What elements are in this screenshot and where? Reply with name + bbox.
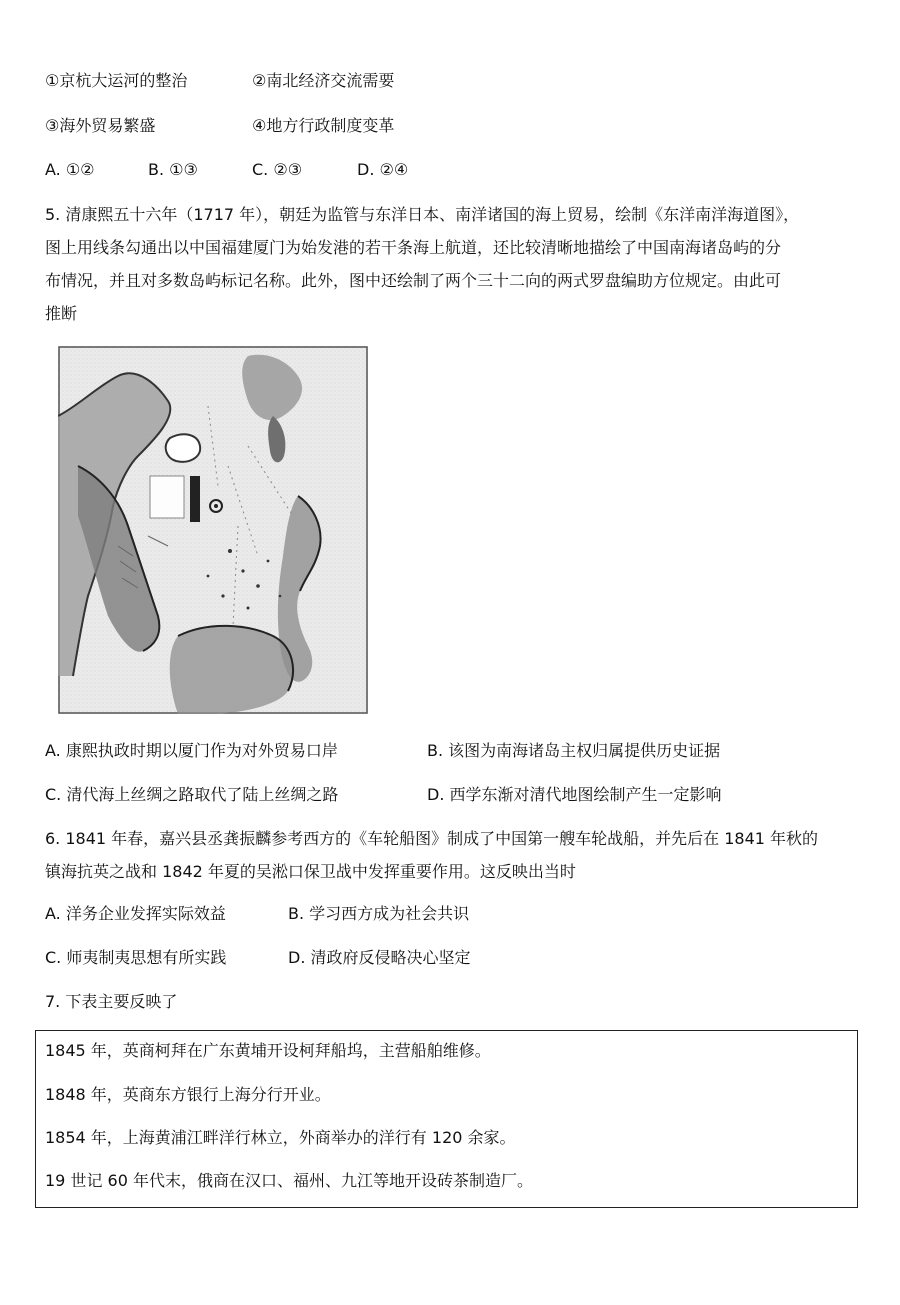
table-row: 1854 年，上海黄浦江畔洋行林立，外商举办的洋行有 120 余家。 [45, 1128, 516, 1147]
map-drawing [58, 346, 368, 714]
statement-4: ④地方行政制度变革 [252, 116, 395, 135]
q5-stem-line: 5. 清康熙五十六年（1717 年），朝廷为监管与东洋日本、南洋诸国的海上贸易，绘制《东洋南洋海道图》， [45, 205, 800, 224]
q5-stem [45, 198, 860, 330]
q5-stem-line: 推断 [45, 304, 78, 323]
q6-choice-c: C. 师夷制夷思想有所实践 [45, 948, 227, 967]
statement-1: ①京杭大运河的整治 [45, 71, 188, 90]
q4-choice-d: D. ②④ [357, 160, 409, 179]
q5-choice-b: B. 该图为南海诸岛主权归属提供历史证据 [427, 741, 721, 760]
q7-table [35, 1030, 858, 1208]
historical-sea-route-map [58, 346, 368, 714]
q5-choice-a: A. 康熙执政时期以厦门作为对外贸易口岸 [45, 741, 338, 760]
q5-stem-line: 图上用线条勾通出以中国福建厦门为始发港的若干条海上航道，还比较清晰地描绘了中国南海诸岛屿的分 [45, 238, 782, 257]
q4-choice-c: C. ②③ [252, 160, 303, 179]
q4-choice-b: B. ①③ [148, 160, 198, 179]
q5-choice-d: D. 西学东渐对清代地图绘制产生一定影响 [427, 785, 722, 804]
q6-choice-d: D. 清政府反侵略决心坚定 [288, 948, 471, 967]
q7-stem: 7. 下表主要反映了 [45, 992, 178, 1011]
q6-choice-b: B. 学习西方成为社会共识 [288, 904, 470, 923]
table-row: 19 世记 60 年代末，俄商在汉口、福州、九江等地开设砖茶制造厂。 [45, 1171, 533, 1190]
statement-2: ②南北经济交流需要 [252, 71, 395, 90]
q5-choice-c: C. 清代海上丝绸之路取代了陆上丝绸之路 [45, 785, 339, 804]
table-row: 1848 年，英商东方银行上海分行开业。 [45, 1085, 331, 1104]
q6-stem-line: 6. 1841 年春，嘉兴县丞龚振麟参考西方的《车轮船图》制成了中国第一艘车轮战船，并先后在 1841 年秋的 [45, 829, 819, 848]
q6-choice-a: A. 洋务企业发挥实际效益 [45, 904, 226, 923]
q6-stem [45, 822, 860, 888]
statement-3: ③海外贸易繁盛 [45, 116, 156, 135]
q6-stem-line: 镇海抗英之战和 1842 年夏的吴淞口保卫战中发挥重要作用。这反映出当时 [45, 862, 576, 881]
q4-choice-a: A. ①② [45, 160, 95, 179]
table-row: 1845 年，英商柯拜在广东黄埔开设柯拜船坞，主营船舶维修。 [45, 1041, 491, 1060]
q5-stem-line: 布情况，并且对多数岛屿标记名称。此外，图中还绘制了两个三十二向的两式罗盘编助方位规定。由此可 [45, 271, 782, 290]
